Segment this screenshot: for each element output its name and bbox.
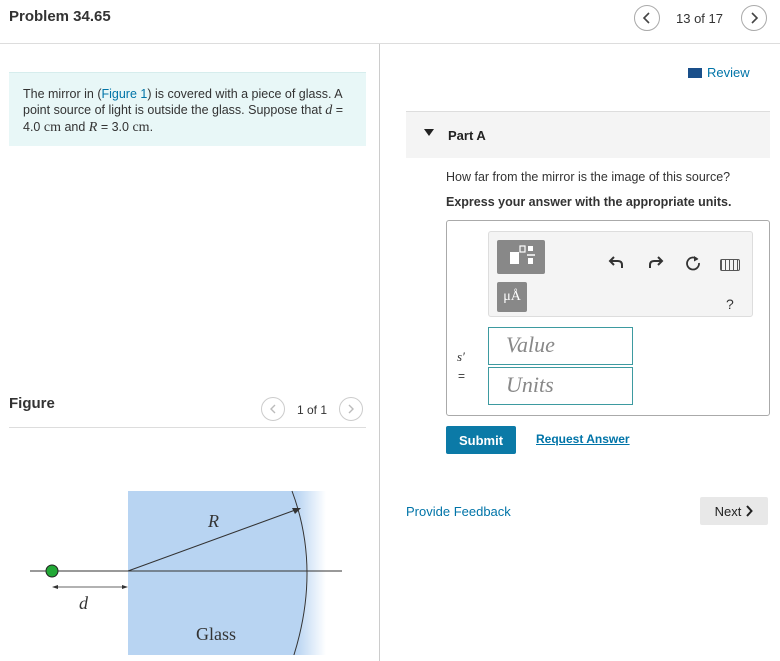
answer-variable: s′ xyxy=(457,349,465,364)
chevron-right-icon xyxy=(347,404,355,414)
answer-equals: = xyxy=(458,369,466,383)
redo-button[interactable] xyxy=(648,254,664,275)
math-toolbar xyxy=(488,231,753,317)
reset-button[interactable] xyxy=(684,254,702,277)
point-source xyxy=(46,565,58,577)
next-button[interactable] xyxy=(700,497,768,525)
statement-end: . xyxy=(149,120,154,134)
d-unit: cm xyxy=(43,120,61,135)
distance-arrowhead-left xyxy=(52,585,58,589)
request-answer-link[interactable]: Request Answer xyxy=(536,432,630,446)
submit-button[interactable]: Submit xyxy=(446,426,516,454)
next-problem-button[interactable] xyxy=(741,5,767,31)
reset-icon xyxy=(684,254,702,272)
instruction-text: Express your answer with the appropriate units. xyxy=(446,195,732,209)
review-label: Review xyxy=(707,65,750,80)
problem-title: Problem 34.65 xyxy=(9,8,111,25)
r-equals: = 3.0 xyxy=(97,120,133,134)
chevron-left-icon xyxy=(269,404,277,414)
book-icon xyxy=(688,68,702,78)
r-variable: R xyxy=(88,120,98,135)
figure-next-button[interactable] xyxy=(339,397,363,421)
templates-icon xyxy=(497,240,545,274)
value-input[interactable]: Value xyxy=(488,327,633,365)
figure-prev-button[interactable] xyxy=(261,397,285,421)
distance-label: d xyxy=(79,593,88,613)
radius-label: R xyxy=(208,511,219,531)
chevron-left-icon xyxy=(642,12,652,24)
panel-divider xyxy=(379,44,380,661)
answer-box xyxy=(446,220,770,416)
units-button[interactable]: μÅ xyxy=(497,282,527,312)
problem-position: 13 of 17 xyxy=(676,11,723,26)
templates-button[interactable] xyxy=(497,240,545,274)
undo-button[interactable] xyxy=(608,254,624,275)
previous-problem-button[interactable] xyxy=(634,5,660,31)
triangle-down-icon xyxy=(424,129,434,136)
chevron-right-icon xyxy=(745,505,753,517)
distance-arrowhead-right xyxy=(122,585,128,589)
part-a-label: Part A xyxy=(448,128,486,143)
next-label: Next xyxy=(714,503,742,519)
glass-label: Glass xyxy=(196,624,236,644)
figure-position: 1 of 1 xyxy=(297,403,328,417)
r-unit: cm xyxy=(132,120,150,135)
statement-and: and xyxy=(60,120,89,134)
redo-icon xyxy=(648,254,664,270)
chevron-right-icon xyxy=(749,12,759,24)
help-button[interactable]: ? xyxy=(726,296,734,312)
figure-link[interactable]: Figure 1 xyxy=(101,87,148,101)
d-variable: d xyxy=(325,103,333,118)
statement-text-1: The mirror in ( xyxy=(23,87,102,101)
undo-icon xyxy=(608,254,624,270)
part-a-header[interactable] xyxy=(406,112,770,158)
d-equals: = 4.0 xyxy=(23,103,344,134)
figure-divider xyxy=(9,427,366,428)
figure-heading: Figure xyxy=(9,395,55,412)
problem-statement xyxy=(9,72,366,146)
review-link[interactable] xyxy=(688,65,750,80)
question-text: How far from the mirror is the image of this source? xyxy=(446,170,731,184)
top-bar xyxy=(0,0,780,44)
mirror-figure xyxy=(20,485,360,655)
keyboard-button[interactable] xyxy=(720,259,740,271)
statement-text-2: ) is covered with a piece of glass. A point source of light is outside the glass. Suppose that xyxy=(23,87,342,117)
provide-feedback-link[interactable]: Provide Feedback xyxy=(406,504,511,519)
units-input[interactable]: Units xyxy=(488,367,633,405)
